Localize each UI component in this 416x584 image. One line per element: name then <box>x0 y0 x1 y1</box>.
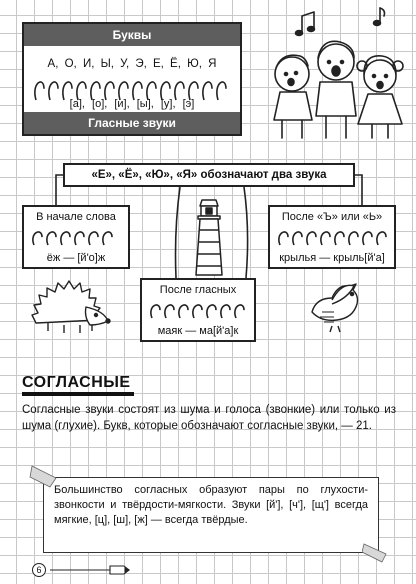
ring-loop <box>207 305 216 318</box>
note-box <box>43 477 379 553</box>
ring-loop <box>179 305 188 318</box>
consonants-paragraph: Согласные звуки состоят из шума и голоса (звонкие) или только из шума (глухие). Букв, которые обозначают согласные звуки, — 21. <box>22 404 396 432</box>
ring-loop <box>165 305 174 318</box>
ring-loop <box>47 232 56 245</box>
card-example: ёж — [й'о]ж <box>46 252 106 264</box>
vowel-sounds-list: [а], [о], [и], [ы], [у], [э] <box>69 98 195 110</box>
card-heading: После гласных <box>159 284 237 296</box>
vowel-letters-list: А, О, И, Ы, У, Э, Е, Ё, Ю, Я <box>47 58 217 70</box>
page-number: 6 <box>32 563 46 577</box>
section-title: СОГЛАСНЫЕ <box>22 374 131 391</box>
ring-loop <box>363 232 372 245</box>
ring-loop <box>293 232 302 245</box>
ring-loop <box>235 305 244 318</box>
card-word-start <box>22 205 130 269</box>
note-text: Большинство согласных образуют пары по глухости-звонкости и твёрдости-мягкости. Звуки [й'], [ч'], [щ'] всегда мягкие, [ц], [ш], [ж] — всегда твёрдые. <box>54 484 368 526</box>
ring-loop <box>307 232 316 245</box>
bird-illustration <box>306 278 368 334</box>
card-heading: После «Ъ» или «Ь» <box>281 211 383 223</box>
vowel-sounds-title: Гласные звуки <box>24 112 240 134</box>
ring-loop <box>221 305 230 318</box>
pencil-icon <box>50 560 130 580</box>
ring-loop <box>151 305 160 318</box>
ring-binding-icon <box>274 229 392 247</box>
ring-loop <box>103 232 112 245</box>
two-sounds-banner: «Е», «Ё», «Ю», «Я» обозначают два звука <box>63 163 355 187</box>
ring-loop <box>193 305 202 318</box>
hedgehog-illustration <box>28 277 112 337</box>
ring-loop <box>89 232 98 245</box>
ring-loop <box>349 232 358 245</box>
card-example: маяк — ма[й'а]к <box>157 325 239 337</box>
card-heading: В начале слова <box>36 211 116 223</box>
ring-loop <box>377 232 386 245</box>
card-example: крылья — крыль[й'а] <box>279 252 385 264</box>
ring-loop <box>33 232 42 245</box>
tape-icon <box>28 464 58 488</box>
ring-binding-icon <box>28 229 124 247</box>
tape-icon <box>362 540 392 564</box>
section-title-underline <box>22 392 134 396</box>
ring-loop <box>75 232 84 245</box>
ring-loop <box>335 232 344 245</box>
card-after-vowels <box>140 278 256 342</box>
letters-title: Буквы <box>24 24 240 46</box>
ring-loop <box>279 232 288 245</box>
lighthouse-illustration <box>184 196 234 280</box>
ring-loop <box>61 232 70 245</box>
card-after-signs <box>268 205 396 269</box>
ring-binding-icon <box>146 302 252 320</box>
ring-loop <box>321 232 330 245</box>
